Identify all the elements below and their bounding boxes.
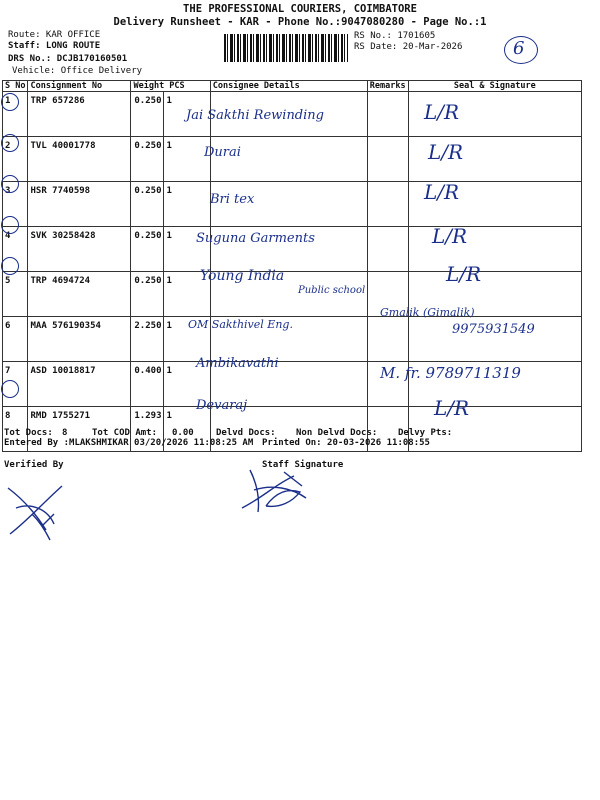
printed-on: Printed On: 20-03-2026 11:08:55	[262, 438, 430, 448]
row-consignment: TRP 657286	[28, 92, 131, 137]
handwritten-signature: M. fr. 9789711319	[380, 364, 521, 382]
row-weight: 1.293	[131, 407, 164, 452]
drs-number: DRS No.: DCJB170160501	[8, 54, 128, 64]
staff-signature-scribble	[236, 462, 326, 522]
row-sno: 2	[3, 137, 28, 182]
row-weight: 0.400	[131, 362, 164, 407]
handwritten-signature: L/R	[428, 140, 464, 164]
row-consignment: MAA 576190354	[28, 317, 131, 362]
barcode	[224, 34, 348, 62]
sno-circle	[1, 257, 19, 275]
tot-docs-label: Tot Docs:	[4, 428, 53, 438]
row-sno: 7	[3, 362, 28, 407]
runsheet-table	[2, 80, 582, 452]
row-consignment: SVK 30258428	[28, 227, 131, 272]
rs-date: RS Date: 20-Mar-2026	[354, 42, 463, 52]
row-sno: 3	[3, 182, 28, 227]
staff-signature-label: Staff Signature	[262, 460, 344, 470]
table-header-row	[3, 81, 582, 92]
company-title: THE PROFESSIONAL COURIERS, COIMBATORE	[183, 3, 417, 15]
staff-label: Staff: LONG ROUTE	[8, 41, 101, 51]
row-consignment: RMD 1755271	[28, 407, 131, 452]
verified-signature-scribble	[2, 474, 72, 544]
row-weight: 0.250	[131, 227, 164, 272]
delvy-pts: Delvy Pts:	[398, 428, 453, 438]
handwritten-signature: Gmalik (Gimalik)	[380, 306, 475, 319]
row-pcs: 1	[164, 317, 210, 362]
verified-by-label: Verified By	[4, 460, 64, 470]
table-row	[3, 272, 582, 317]
row-pcs: 1	[164, 182, 210, 227]
col-consignee: Consignee Details	[210, 81, 367, 92]
row-weight: 0.250	[131, 137, 164, 182]
handwritten-signature: L/R	[424, 100, 460, 124]
handwritten-signature: L/R	[432, 224, 468, 248]
row-pcs: 1	[164, 137, 210, 182]
handwritten-consignee: Suguna Garments	[196, 231, 315, 246]
sno-circle	[1, 216, 19, 234]
non-delvd-docs: Non Delvd Docs:	[296, 428, 378, 438]
sno-circle	[1, 175, 19, 193]
row-weight: 2.250	[131, 317, 164, 362]
row-sno: 8	[3, 407, 28, 452]
tot-docs-value: 8	[62, 428, 68, 438]
row-pcs: 1	[164, 272, 210, 317]
row-sno: 1	[3, 92, 28, 137]
handwritten-consignee: Durai	[204, 145, 241, 160]
route-label: Route: KAR OFFICE	[8, 30, 101, 40]
handwritten-consignee: Young India	[200, 268, 285, 284]
row-sno: 4	[3, 227, 28, 272]
delvd-docs: Delvd Docs:	[216, 428, 276, 438]
row-pcs: 1	[164, 227, 210, 272]
tot-cod-value: 0.00	[172, 428, 194, 438]
row-weight: 0.250	[131, 272, 164, 317]
handwritten-consignee: OM Sakthivel Eng.	[188, 318, 293, 331]
handwritten-signature: L/R	[446, 262, 482, 286]
rs-number: RS No.: 1701605	[354, 31, 436, 41]
table-row	[3, 182, 582, 227]
handwritten-consignee: Jai Sakthi Rewinding	[186, 108, 324, 123]
entered-by: Entered By :MLAKSHMIKAR 03/20/2026 11:08:25 AM	[4, 438, 254, 448]
row-pcs: 1	[164, 362, 210, 407]
table-row	[3, 137, 582, 182]
sno-circle	[1, 93, 19, 111]
handwritten-signature: L/R	[434, 396, 470, 420]
col-seal: Seal & Signature	[408, 81, 581, 92]
row-weight: 0.250	[131, 182, 164, 227]
handwritten-phone: 9975931549	[452, 322, 535, 337]
tot-cod-label: Tot COD Amt:	[92, 428, 158, 438]
handwritten-signature: L/R	[424, 180, 460, 204]
sno-circle	[1, 380, 19, 398]
page-mark: 6	[513, 38, 525, 59]
handwritten-consignee: Devaraj	[196, 398, 248, 413]
row-weight: 0.250	[131, 92, 164, 137]
handwritten-consignee: Bri tex	[210, 192, 255, 207]
col-remarks: Remarks	[367, 81, 408, 92]
row-consignment: ASD 10018817	[28, 362, 131, 407]
col-weight-pcs: Weight PCS	[131, 81, 210, 92]
runsheet-subtitle: Delivery Runsheet - KAR - Phone No.:9047080280 - Page No.:1	[113, 16, 487, 28]
row-sno: 5	[3, 272, 28, 317]
handwritten-consignee: Ambikavathi	[196, 356, 279, 371]
row-consignment: HSR 7740598	[28, 182, 131, 227]
row-sno: 6	[3, 317, 28, 362]
col-sno: S No	[3, 81, 28, 92]
row-pcs: 1	[164, 92, 210, 137]
sno-circle	[1, 134, 19, 152]
row-consignment: TRP 4694724	[28, 272, 131, 317]
handwritten-consignee-line2: Public school	[298, 285, 366, 296]
vehicle-label: Vehicle: Office Delivery	[12, 66, 143, 76]
row-consignment: TVL 40001778	[28, 137, 131, 182]
row-pcs: 1	[164, 407, 210, 452]
col-consignment: Consignment No	[28, 81, 131, 92]
